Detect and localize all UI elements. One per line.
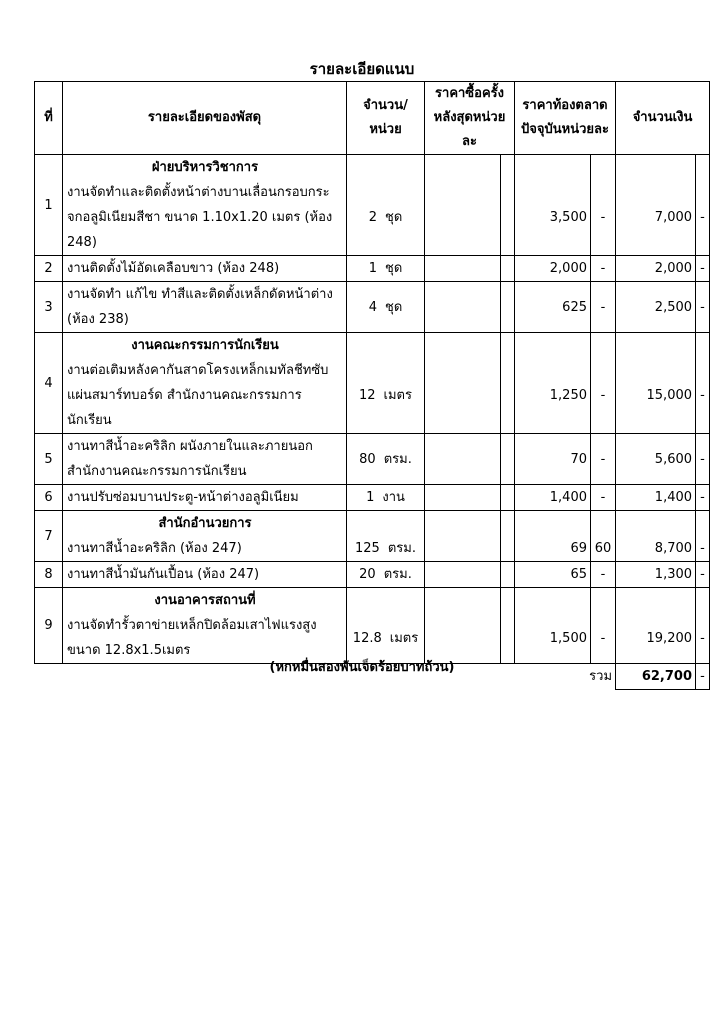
- amount-sat: [696, 434, 710, 485]
- item-qty: 20: [359, 567, 376, 582]
- market-price-sat-value: -: [600, 567, 606, 582]
- item-qty-unit: [347, 485, 425, 511]
- market-price-value: 1,400: [549, 490, 587, 505]
- item-description-text: งานทาสีน้ำอะคริลิก (ห้อง 247): [67, 541, 242, 556]
- item-qty-unit: [347, 588, 425, 664]
- amount-sat-value: -: [700, 261, 705, 276]
- item-description-text: งานปรับซ่อมบานประตู-หน้าต่างอลูมิเนียม: [67, 490, 299, 505]
- table-row: [35, 282, 710, 333]
- item-unit: เมตร: [383, 388, 412, 403]
- amount-sat: [696, 588, 710, 664]
- item-unit: ตรม.: [383, 451, 412, 467]
- header-no: ที่: [35, 82, 63, 155]
- amount-sat: [696, 256, 710, 282]
- item-description-text: งานทาสีน้ำอะคริลิก ผนังภายในและภายนอก สำนักงานคณะกรรมการนักเรียน: [67, 439, 313, 479]
- last-price: [425, 155, 501, 256]
- item-qty-unit: [347, 282, 425, 333]
- item-qty: 1: [366, 490, 375, 505]
- item-description: [63, 256, 347, 282]
- last-price: [425, 588, 501, 664]
- header-market-price-line2: ปัจจุบันหน่วยละ: [521, 122, 609, 137]
- total-label-text: รวม: [589, 669, 613, 685]
- market-price-sat: [591, 155, 616, 256]
- item-qty-unit: [347, 434, 425, 485]
- amount-sat: [696, 333, 710, 434]
- market-price: [515, 562, 591, 588]
- market-price-sat-value: -: [600, 490, 606, 505]
- market-price-value: 625: [562, 299, 587, 315]
- item-description-text: งานจัดทำและติดตั้งหน้าต่างบานเลื่อนกรอบกระจกอลูมิเนียมสีชา ขนาด 1.10x1.20 เมตร (ห้อง 248): [67, 185, 333, 250]
- header-market-price-line1: ราคาท้องตลาด: [522, 98, 608, 113]
- item-unit: ชุด: [385, 210, 403, 225]
- item-qty-unit: [347, 155, 425, 256]
- amount: [616, 256, 696, 282]
- market-price-sat-value: -: [600, 451, 606, 467]
- last-price: [425, 485, 501, 511]
- row-number: 1: [35, 155, 63, 256]
- item-description: [63, 588, 347, 664]
- item-description: [63, 333, 347, 434]
- item-qty: 2: [368, 210, 377, 225]
- row-number: 2: [35, 256, 63, 282]
- item-qty-unit: [347, 333, 425, 434]
- amount-sat-value: -: [700, 567, 705, 582]
- amount-sat: [696, 562, 710, 588]
- header-last-price: [425, 82, 515, 155]
- last-price: [425, 333, 501, 434]
- section-heading: งานอาคารสถานที่: [154, 593, 256, 608]
- market-price: [515, 511, 591, 562]
- amount-value: 5,600: [654, 451, 693, 467]
- item-description-text: งานทาสีน้ำมันกันเปื้อน (ห้อง 247): [67, 567, 260, 582]
- item-description-text: งานจัดทำ แก้ไข ทำสีและติดตั้งเหล็กดัดหน้าต่าง (ห้อง 238): [67, 287, 333, 327]
- amount-sat-value: -: [700, 490, 705, 505]
- table-row: [35, 485, 710, 511]
- item-description: [63, 434, 347, 485]
- item-unit: เมตร: [389, 630, 419, 646]
- market-price-sat: [591, 511, 616, 562]
- amount: [616, 511, 696, 562]
- table-row: [35, 562, 710, 588]
- header-detail: รายละเอียดของพัสดุ: [63, 82, 347, 155]
- last-price-sat: [501, 333, 515, 434]
- row-number: 8: [35, 562, 63, 588]
- section-heading: ฝ่ายบริหารวิชาการ: [151, 160, 259, 175]
- last-price-sat: [501, 562, 515, 588]
- header-row: [35, 82, 710, 155]
- table-row: [35, 155, 710, 256]
- item-qty-unit: [347, 256, 425, 282]
- item-qty-unit: [347, 511, 425, 562]
- market-price-sat-value: -: [600, 388, 606, 403]
- header-qty-unit: จำนวน/หน่วย: [347, 82, 425, 155]
- market-price: [515, 588, 591, 664]
- market-price-sat-value: -: [600, 210, 606, 225]
- last-price-sat: [501, 511, 515, 562]
- item-unit: ตรม.: [387, 541, 416, 556]
- market-price-value: 1,250: [549, 388, 587, 403]
- market-price-sat-value: -: [600, 630, 606, 646]
- market-price-value: 65: [570, 567, 587, 582]
- item-description: [63, 282, 347, 333]
- section-heading: งานคณะกรรมการนักเรียน: [131, 338, 279, 353]
- last-price-sat: [501, 155, 515, 256]
- amount-value: 1,400: [654, 490, 693, 505]
- amount-sat-value: -: [700, 630, 705, 646]
- row-number: 7: [35, 511, 63, 562]
- table-row: [35, 434, 710, 485]
- market-price: [515, 256, 591, 282]
- last-price-sat: [501, 434, 515, 485]
- item-unit: ชุด: [385, 299, 403, 315]
- item-unit: ชุด: [385, 261, 403, 276]
- header-market-price: [515, 82, 616, 155]
- item-qty: 1: [368, 261, 377, 276]
- last-price-sat: [501, 256, 515, 282]
- market-price-sat: [591, 588, 616, 664]
- item-description: [63, 485, 347, 511]
- amount-value: 8,700: [654, 541, 693, 556]
- item-description-text: งานจัดทำรั้วตาข่ายเหล็กปิดล้อมเสาไฟแรงสูง ขนาด 12.8x1.5เมตร: [67, 618, 317, 658]
- section-heading: สำนักอำนวยการ: [158, 516, 252, 531]
- item-description: [63, 511, 347, 562]
- market-price-value: 3,500: [549, 210, 587, 225]
- market-price-value: 69: [570, 541, 587, 556]
- amount-value: 7,000: [654, 210, 693, 225]
- amount: [616, 333, 696, 434]
- row-number: 6: [35, 485, 63, 511]
- amount-sat-value: -: [700, 541, 705, 556]
- amount: [616, 155, 696, 256]
- last-price: [425, 511, 501, 562]
- row-number: 5: [35, 434, 63, 485]
- amount: [616, 282, 696, 333]
- table-row: [35, 256, 710, 282]
- item-qty: 12.8: [352, 630, 382, 646]
- amount: [616, 485, 696, 511]
- market-price-value: 2,000: [549, 261, 587, 276]
- market-price-sat-value: -: [600, 261, 606, 276]
- last-price-sat: [501, 282, 515, 333]
- last-price: [425, 562, 501, 588]
- market-price: [515, 434, 591, 485]
- market-price-sat: [591, 562, 616, 588]
- amount-sat: [696, 155, 710, 256]
- amount-sat: [696, 485, 710, 511]
- total-in-words: (หกหมื่นสองพันเจ็ดร้อยบาทถ้วน): [269, 660, 455, 675]
- document-title: รายละเอียดแนบ: [309, 60, 415, 78]
- market-price-sat: [591, 282, 616, 333]
- item-qty: 12: [359, 388, 376, 403]
- amount-sat-value: -: [700, 451, 705, 467]
- amount: [616, 434, 696, 485]
- amount-value: 2,500: [654, 299, 693, 315]
- item-unit: ตรม.: [383, 567, 412, 582]
- amount-sat: [696, 511, 710, 562]
- header-last-price-line1: ราคาซื้อครั้ง: [435, 86, 504, 101]
- row-number: 3: [35, 282, 63, 333]
- amount-sat-value: -: [700, 210, 705, 225]
- header-last-price-line2: หลังสุดหน่วยละ: [433, 110, 506, 149]
- last-price: [425, 434, 501, 485]
- market-price: [515, 282, 591, 333]
- row-number: 9: [35, 588, 63, 664]
- amount-value: 15,000: [646, 388, 693, 403]
- last-price: [425, 282, 501, 333]
- market-price: [515, 333, 591, 434]
- last-price: [425, 256, 501, 282]
- market-price-sat: [591, 256, 616, 282]
- header-amount: จำนวนเงิน: [616, 82, 710, 155]
- item-unit: งาน: [382, 490, 405, 505]
- amount-value: 1,300: [654, 567, 693, 582]
- last-price-sat: [501, 588, 515, 664]
- market-price-sat: [591, 333, 616, 434]
- total-sat: -: [696, 664, 710, 690]
- market-price-sat-value: -: [600, 299, 606, 315]
- market-price: [515, 155, 591, 256]
- item-qty: 4: [368, 299, 377, 315]
- market-price-value: 1,500: [549, 630, 587, 646]
- item-description: [63, 562, 347, 588]
- total-value: 62,700: [616, 664, 696, 690]
- amount-sat: [696, 282, 710, 333]
- table-row: [35, 588, 710, 664]
- item-qty: 125: [355, 541, 380, 556]
- item-qty-unit: [347, 562, 425, 588]
- row-number: 4: [35, 333, 63, 434]
- market-price-value: 70: [570, 451, 587, 467]
- last-price-sat: [501, 485, 515, 511]
- market-price-sat-value: 60: [594, 541, 612, 556]
- amount-value: 19,200: [646, 630, 693, 646]
- amount: [616, 588, 696, 664]
- market-price: [515, 485, 591, 511]
- market-price-sat: [591, 485, 616, 511]
- item-description-text: งานต่อเติมหลังคากันสาดโครงเหล็กเมทัลชีทซับแผ่นสมาร์ทบอร์ด สำนักงานคณะกรรมการนักเรียน: [67, 363, 329, 428]
- market-price-sat: [591, 434, 616, 485]
- amount-sat-value: -: [700, 299, 705, 315]
- amount: [616, 562, 696, 588]
- item-description-text: งานติดตั้งไม้อัดเคลือบขาว (ห้อง 248): [67, 261, 280, 276]
- amount-value: 2,000: [654, 261, 693, 276]
- item-description: [63, 155, 347, 256]
- item-qty: 80: [359, 451, 376, 467]
- table-row: [35, 333, 710, 434]
- items-table: [34, 81, 710, 690]
- amount-sat-value: -: [700, 388, 705, 403]
- table-row: [35, 511, 710, 562]
